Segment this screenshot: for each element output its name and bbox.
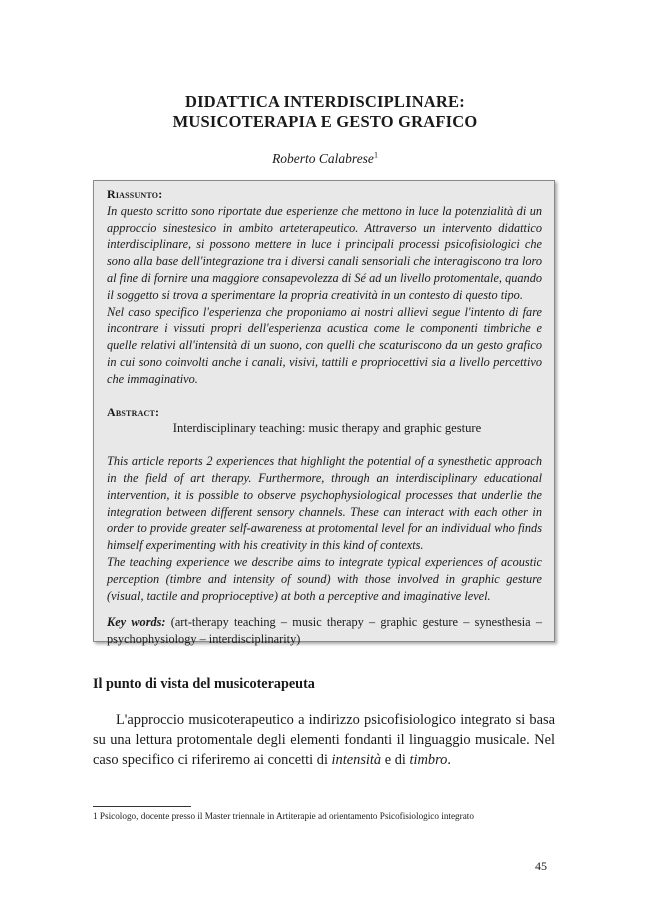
author-line bbox=[0, 151, 650, 167]
footnote-rule bbox=[93, 806, 191, 807]
keywords-label: Key words: bbox=[107, 615, 166, 630]
riassunto-paragraph-2: Nel caso specifico l'esperienza che proponiamo ai nostri allievi segue l'intento di fare incontrare i vissuti propri dell'esperienza acustica come le componenti timbriche e quelle relativi all'intensità di un suono, con quelli che scaturiscono da un gesto grafico in cui sono coinvolti anche i canali, visivi, tattili e propriocettivi sia a livello percettivo che immaginativo. bbox=[107, 304, 542, 386]
abstract-title: Interdisciplinary teaching: music therapy and graphic gesture bbox=[172, 421, 482, 436]
abstract-heading: Abstract: bbox=[107, 404, 160, 419]
section-body-text-2: e di bbox=[381, 752, 410, 768]
author-name: Roberto Calabrese bbox=[272, 151, 374, 166]
page-number: 45 bbox=[535, 859, 547, 873]
section-body-text-3: . bbox=[447, 752, 451, 768]
section-body-emphasis-timbro: timbro bbox=[409, 752, 448, 768]
author-footnote-mark: 1 bbox=[373, 150, 378, 160]
section-body-text-1: L'approccio musicoterapeutico a indirizzo psicofisiologico integrato si basa su una lettura protomentale degli elementi fondanti il linguaggio musicale. Nel caso specifico ci riferiremo ai concetti di bbox=[93, 712, 555, 768]
keywords-list: (art-therapy teaching – music therapy – graphic gesture – synesthesia – psychophysiology – interdisciplinarity) bbox=[107, 615, 542, 647]
title-line-1: DIDATTICA INTERDISCIPLINARE: bbox=[185, 92, 465, 111]
riassunto-heading: Riassunto: bbox=[107, 187, 163, 201]
abstract-paragraph-2: The teaching experience we describe aims to integrate typical experiences of acoustic perception (timbre and intensity of sound) with those involved in graphic gesture (visual, tactile and proprioceptive) at both a perceptive and imaginative level. bbox=[107, 554, 542, 603]
section-body-emphasis-intensita: intensità bbox=[331, 752, 382, 768]
footnote: 1 Psicologo, docente presso il Master triennale in Artiterapie ad orientamento Psicofisiologico integrato bbox=[93, 811, 474, 821]
title-line-2: MUSICOTERAPIA E GESTO GRAFICO bbox=[172, 112, 478, 131]
riassunto-paragraph-1: In questo scritto sono riportate due esperienze che mettono in luce la potenzialità di un approccio sinestesico in ambito arteterapeutico. Attraverso un intervento didattico interdisciplinare, si possono mettere in luce i principali processi psicofisiologici che sono alla base dell'integrazione tra i diversi canali sensoriali che interagiscono tra loro al fine di fornire una maggiore consapevolezza di Sé ad un livello protomentale, quando il soggetto si trova a sperimentare la propria creatività in un contesto di questo tipo. bbox=[107, 203, 542, 302]
section-title: Il punto di vista del musicoterapeuta bbox=[93, 676, 315, 692]
keywords bbox=[107, 614, 542, 648]
abstract-paragraph-1: This article reports 2 experiences that highlight the potential of a synesthetic approach in the field of art therapy. Furthermore, through an interdisciplinary educational intervention, it is possible to observe psychophysiological processes that underlie the integration between different sensory channels. These can interact with each other in order to provide greater self-awareness at protomental level for an individual who finds himself experimenting with his creativity in this kind of contexts. bbox=[107, 454, 542, 553]
section-body bbox=[93, 710, 555, 770]
article-title bbox=[0, 92, 650, 132]
summary-box bbox=[93, 180, 555, 647]
